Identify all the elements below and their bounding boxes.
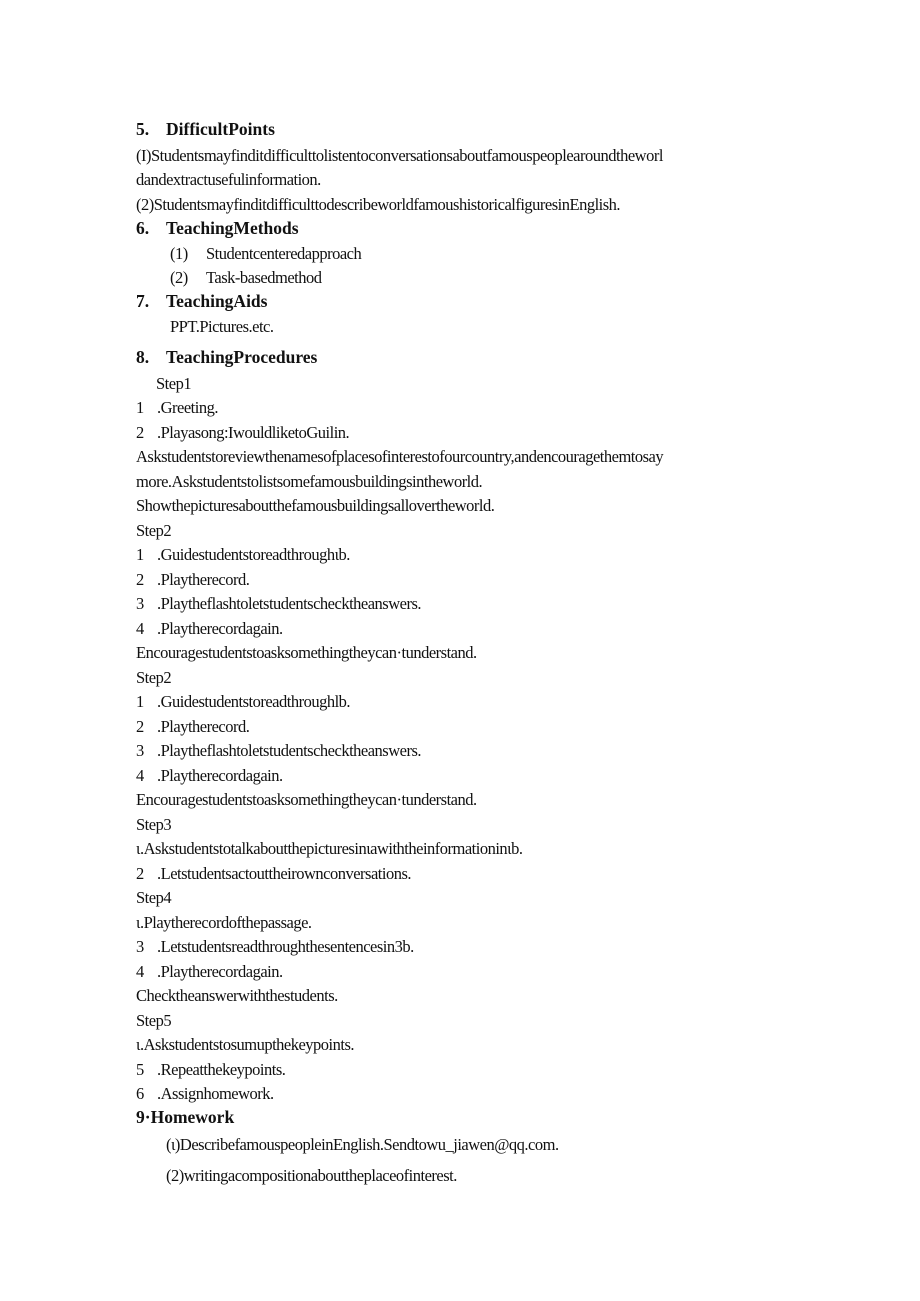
section-title: TeachingMethods: [166, 218, 299, 238]
step-item: [136, 423, 349, 443]
step-item: [136, 962, 283, 982]
step-label: Step5: [136, 1011, 172, 1030]
item-text: .Playtherecordagain.: [157, 962, 283, 981]
method-text: Studentcenteredapproach: [206, 244, 362, 263]
step-first-item: ι.Askstudentstosumupthekeypoints.: [136, 1035, 355, 1054]
method-number: (1): [170, 244, 188, 263]
section-number: 5.: [136, 119, 150, 139]
step-item: [136, 545, 350, 565]
item-text: .Guidestudentstoreadthroughιb.: [157, 545, 350, 564]
difficult-point-1-continued: dandextractusefulinformation.: [136, 170, 321, 189]
step-item: [136, 864, 411, 884]
item-text: .Repeatthekeypoints.: [157, 1060, 286, 1079]
step-item: [136, 692, 350, 712]
step-first-item: ι.Askstudentstotalkaboutthepicturesinιawiththeinformationinιb.: [136, 839, 523, 858]
teaching-aids-text: PPT.Pictures.etc.: [170, 317, 274, 336]
item-text: .Playtherecordagain.: [157, 619, 283, 638]
homework-item: (ι)DescribefamouspeopleinEnglish.Sendtowu_jiawen@qq.com.: [166, 1135, 559, 1154]
section-8-heading: [136, 347, 317, 367]
section-title: TeachingProcedures: [166, 347, 318, 367]
item-text: .Letstudentsreadthroughthesentencesin3b.: [157, 937, 414, 956]
item-text: .Greeting.: [157, 398, 218, 417]
item-text: .Playtherecord.: [157, 717, 250, 736]
step-label: Step2: [136, 668, 172, 687]
step-label: Step3: [136, 815, 172, 834]
step-item: [136, 570, 249, 590]
item-text: .Letstudentsactouttheirownconversations.: [157, 864, 412, 883]
step-paragraph-continued: more.Askstudentstolistsomefamousbuildingsintheworld.: [136, 472, 483, 491]
section-9-heading: 9·Homework: [136, 1107, 235, 1127]
item-text: .Playtherecordagain.: [157, 766, 283, 785]
homework-item: (2)writingacompositionabouttheplaceofinterest.: [166, 1166, 457, 1185]
step-item: [136, 594, 421, 614]
section-title: TeachingAids: [166, 291, 268, 311]
item-number: 4: [136, 962, 144, 981]
item-number: 3: [136, 741, 144, 760]
section-6-heading: [136, 218, 299, 238]
item-number: 2: [136, 423, 144, 442]
step-item: [136, 717, 249, 737]
step-item: [136, 766, 283, 786]
method-item: [170, 268, 321, 288]
section-7-heading: [136, 291, 267, 311]
section-5-heading: [136, 119, 275, 139]
item-number: 1: [136, 692, 144, 711]
item-number: 4: [136, 619, 144, 638]
item-number: 6: [136, 1084, 144, 1103]
item-number: 1: [136, 398, 144, 417]
method-number: (2): [170, 268, 188, 287]
section-number: 6.: [136, 218, 150, 238]
step-paragraph: Showthepicturesaboutthefamousbuildingsallovertheworld.: [136, 496, 495, 515]
step-item: [136, 937, 414, 957]
method-text: Task-basedmethod: [206, 268, 322, 287]
step-paragraph: Encouragestudentstoasksomethingtheycan·tunderstand.: [136, 643, 477, 662]
section-title: DifficultPoints: [166, 119, 275, 139]
section-number: 7.: [136, 291, 150, 311]
difficult-point-1: (I)Studentsmayfinditdifficulttolistentoconversationsaboutfamouspeoplearoundtheworl: [136, 146, 663, 165]
item-number: 3: [136, 937, 144, 956]
step-paragraph: Askstudentstoreviewthenamesofplacesofinterestofourcountry,andencouragethemtosay: [136, 447, 664, 466]
step-item: [136, 619, 283, 639]
step-label: Step1: [156, 374, 192, 393]
item-number: 1: [136, 545, 144, 564]
step-label: Step2: [136, 521, 172, 540]
step-item: [136, 1060, 285, 1080]
item-text: .Assignhomework.: [157, 1084, 274, 1103]
item-text: .Playasong:IwouldliketoGuilin.: [157, 423, 350, 442]
item-number: 4: [136, 766, 144, 785]
item-number: 2: [136, 570, 144, 589]
item-text: .Playtheflashtoletstudentschecktheanswers.: [157, 594, 422, 613]
step-item: [136, 1084, 274, 1104]
item-number: 3: [136, 594, 144, 613]
item-text: .Guidestudentstoreadthroughlb.: [157, 692, 351, 711]
item-text: .Playtheflashtoletstudentschecktheanswers.: [157, 741, 422, 760]
step-paragraph: Checktheanswerwiththestudents.: [136, 986, 338, 1005]
item-text: .Playtherecord.: [157, 570, 250, 589]
step-paragraph: Encouragestudentstoasksomethingtheycan·tunderstand.: [136, 790, 477, 809]
item-number: 2: [136, 717, 144, 736]
step-item: [136, 398, 218, 418]
step-label: Step4: [136, 888, 172, 907]
section-number: 8.: [136, 347, 150, 367]
difficult-point-2: (2)StudentsmayfinditdifficulttodescribeworldfamoushistoricalfiguresinEnglish.: [136, 195, 621, 214]
item-number: 5: [136, 1060, 144, 1079]
step-item: [136, 741, 421, 761]
step-first-item: ι.Playtherecordofthepassage.: [136, 913, 312, 932]
item-number: 2: [136, 864, 144, 883]
method-item: [170, 244, 361, 264]
